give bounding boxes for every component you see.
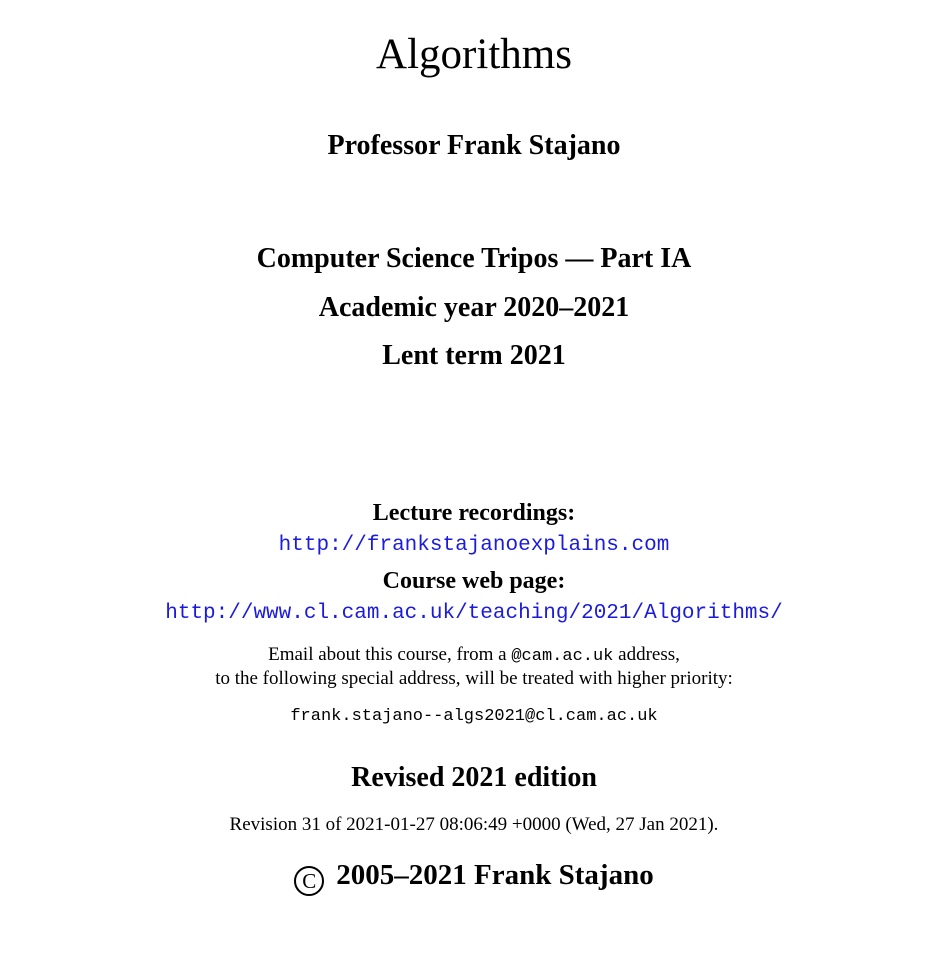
course-tripos: Computer Science Tripos — Part IA [256, 243, 692, 274]
email-note-prefix: Email about this course, from a [268, 644, 512, 665]
web-page-label: Course web page: [382, 568, 566, 594]
email-note-suffix: address, [613, 644, 680, 665]
recordings-link[interactable]: http://frankstajanoexplains.com [278, 534, 670, 557]
special-email-address: frank.stajano--algs2021@cl.cam.ac.uk [290, 707, 658, 726]
document-title: Algorithms [376, 31, 572, 78]
recordings-link-row [0, 532, 948, 560]
email-domain: @cam.ac.uk [511, 647, 614, 666]
author-name: Professor Frank Stajano [327, 130, 621, 161]
email-note-line-1 [0, 643, 948, 669]
email-note-line-2: to the following special address, will be treated with higher priority: [215, 668, 733, 689]
copyright-line [0, 856, 948, 896]
recordings-label: Lecture recordings: [372, 500, 576, 526]
term: Lent term 2021 [382, 340, 566, 371]
web-page-link[interactable]: http://www.cl.cam.ac.uk/teaching/2021/Algorithms/ [165, 602, 783, 625]
web-page-link-row [0, 600, 948, 628]
copyright-text: 2005–2021 Frank Stajano [336, 859, 654, 891]
revision-info: Revision 31 of 2021-01-27 08:06:49 +0000 (Wed, 27 Jan 2021). [229, 814, 719, 835]
academic-year: Academic year 2020–2021 [318, 292, 630, 323]
edition-heading: Revised 2021 edition [351, 762, 597, 793]
copyright-icon: C [294, 866, 324, 896]
